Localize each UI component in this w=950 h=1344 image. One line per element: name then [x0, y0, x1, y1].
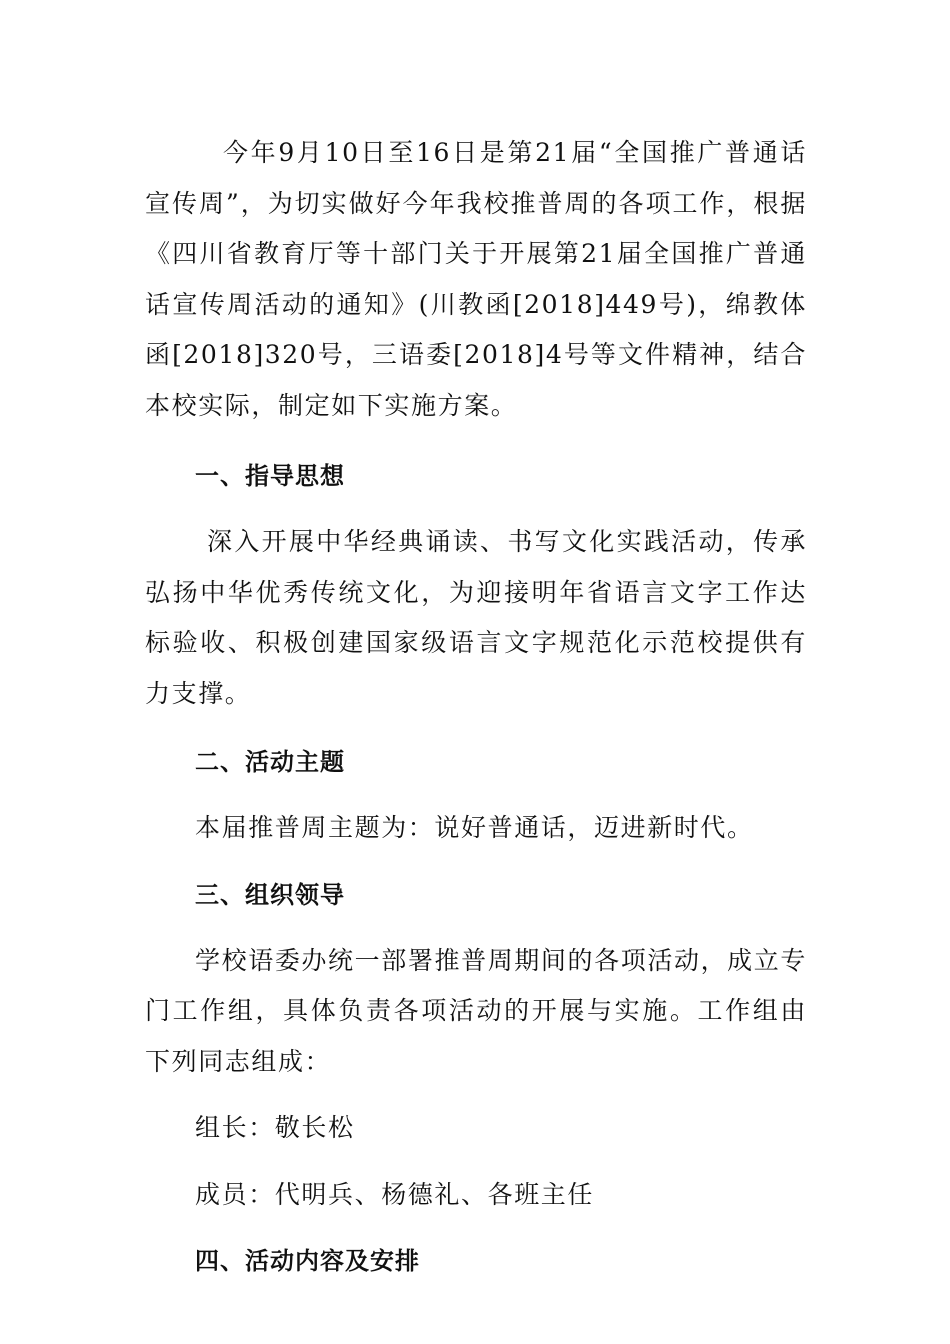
organization-paragraph: 学校语委办统一部署推普周期间的各项活动，成立专门工作组，具体负责各项活动的开展与实施。工作组由下列同志组成：: [145, 945, 807, 1076]
group-leader-line: 组长：敬长松: [195, 1113, 355, 1142]
group-members-line: 成员：代明兵、杨德礼、各班主任: [195, 1179, 595, 1209]
section-heading-organization: 三、组织领导: [195, 880, 345, 909]
activity-theme-paragraph: 本届推普周主题为：说好普通话，迈进新时代。: [195, 813, 754, 842]
intro-paragraph: 今年9月10日至16日是第21届“全国推广普通话宣传周”，为切实做好今年我校推普周的各项工作，根据《四川省教育厅等十部门关于开展第21届全国推广普通话宣传周活动的通知》(川教函[2018]449号)，绵教体函[2018]320号，三语委[2018]4号等文件精神，结合本校实际，制定如下实施方案。: [145, 138, 807, 420]
section-heading-guiding-ideology: 一、指导思想: [195, 462, 345, 490]
document-body: [145, 128, 807, 1302]
guiding-ideology-paragraph: 深入开展中华经典诵读、书写文化实践活动，传承弘扬中华优秀传统文化，为迎接明年省语言文字工作达标验收、积极创建国家级语言文字规范化示范校提供有力支撑。: [145, 527, 807, 708]
section-heading-activities: 四、活动内容及安排: [195, 1247, 420, 1275]
section-heading-activity-theme: 二、活动主题: [195, 748, 345, 776]
